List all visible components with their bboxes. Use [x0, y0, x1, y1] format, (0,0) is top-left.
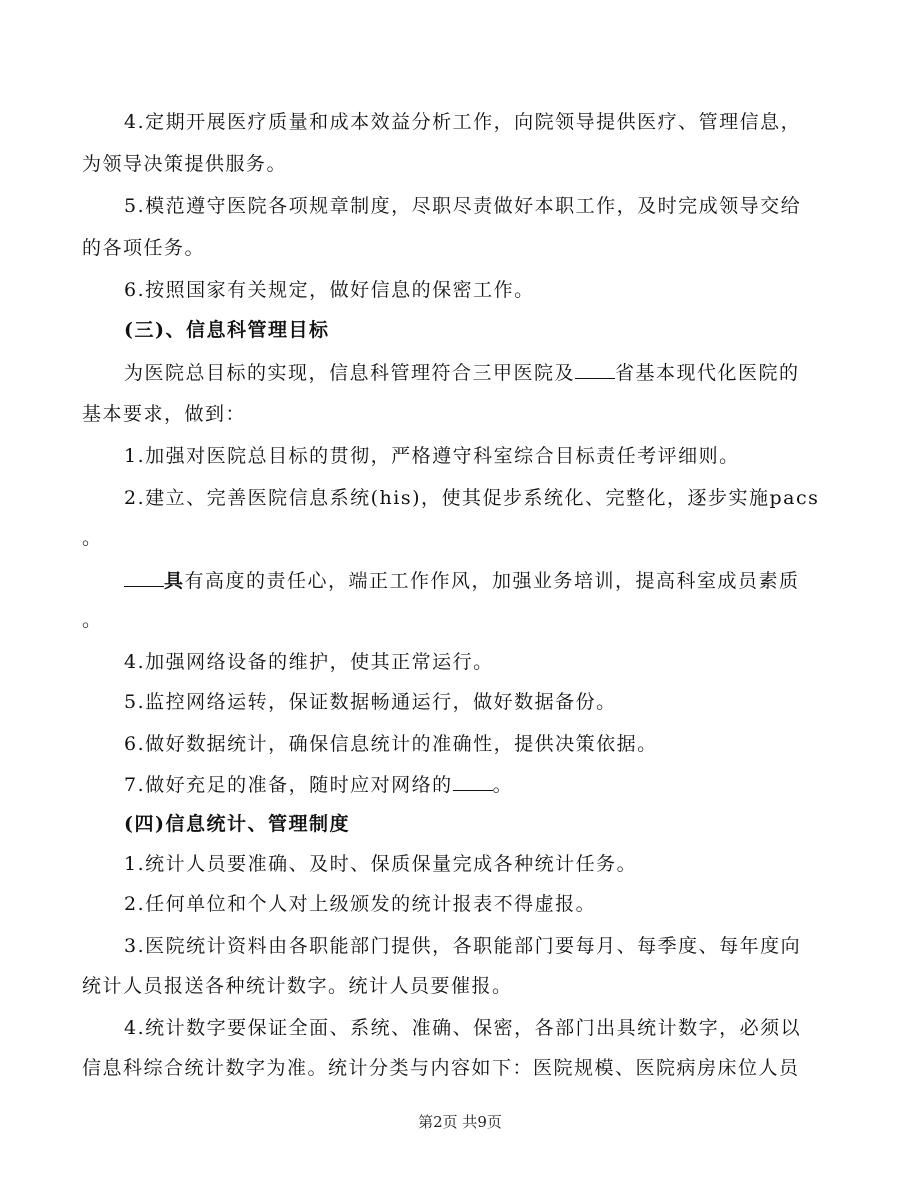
intro-text-a: 为医院总目标的实现，信息科管理符合三甲医院及 — [124, 362, 576, 384]
goal-7-text-b: 。 — [492, 774, 514, 796]
goal-3-line-2: 。 — [82, 609, 103, 631]
goal-3-line-1 — [124, 568, 800, 593]
section-heading-3: (三)、信息科管理目标 — [124, 319, 330, 341]
page-number-footer: 第2页 共9页 — [418, 1113, 502, 1131]
goal-7-text-a: 7.做好充足的准备，随时应对网络的 — [124, 774, 453, 796]
intro-text-b: 省基本现代化医院的 — [615, 362, 800, 384]
blank-underline — [575, 360, 615, 379]
goal-5: 5.监控网络运转，保证数据畅通运行，做好数据备份。 — [124, 691, 617, 713]
goal-4: 4.加强网络设备的维护，使其正常运行。 — [124, 651, 494, 673]
paragraph-5-line-1: 5.模范遵守医院各项规章制度，尽职尽责做好本职工作，及时完成领导交给 — [124, 195, 802, 217]
intro-line-1 — [124, 360, 800, 385]
rule-3-line-2: 统计人员报送各种统计数字。统计人员要催报。 — [82, 975, 513, 997]
intro-line-2: 基本要求，做到： — [82, 403, 247, 425]
paragraph-5-line-2: 的各项任务。 — [82, 237, 206, 259]
paragraph-4-line-2: 为领导决策提供服务。 — [82, 153, 288, 175]
rule-2: 2.任何单位和个人对上级颁发的统计报表不得虚报。 — [124, 893, 597, 915]
rule-1: 1.统计人员要准确、及时、保质保量完成各种统计任务。 — [124, 853, 638, 875]
paragraph-4-line-1: 4.定期开展医疗质量和成本效益分析工作，向院领导提供医疗、管理信息， — [124, 111, 802, 133]
goal-3-text: 有高度的责任心，端正工作作风，加强业务培训，提高科室成员素质 — [184, 570, 800, 592]
goal-2-line-1: 2.建立、完善医院信息系统(his)，使其促步系统化、完整化，逐步实施pacs — [124, 487, 820, 509]
goal-1: 1.加强对医院总目标的贯彻，严格遵守科室综合目标责任考评细则。 — [124, 445, 740, 467]
goal-6: 6.做好数据统计，确保信息统计的准确性，提供决策依据。 — [124, 733, 658, 755]
section-heading-4: (四)信息统计、管理制度 — [124, 813, 350, 835]
rule-3-line-1: 3.医院统计资料由各职能部门提供，各职能部门要每月、每季度、每年度向 — [124, 935, 802, 957]
paragraph-6: 6.按照国家有关规定，做好信息的保密工作。 — [124, 279, 535, 301]
rule-4-line-2: 信息科综合统计数字为准。统计分类与内容如下：医院规模、医院病房床位人员 — [82, 1057, 800, 1079]
goal-2-line-2: 。 — [82, 527, 103, 549]
blank-underline — [453, 772, 493, 791]
goal-3-bold-char: 具 — [164, 570, 185, 592]
rule-4-line-1: 4.统计数字要保证全面、系统、准确、保密，各部门出具统计数字，必须以 — [124, 1017, 802, 1039]
blank-underline — [124, 568, 164, 587]
goal-7 — [124, 772, 513, 797]
